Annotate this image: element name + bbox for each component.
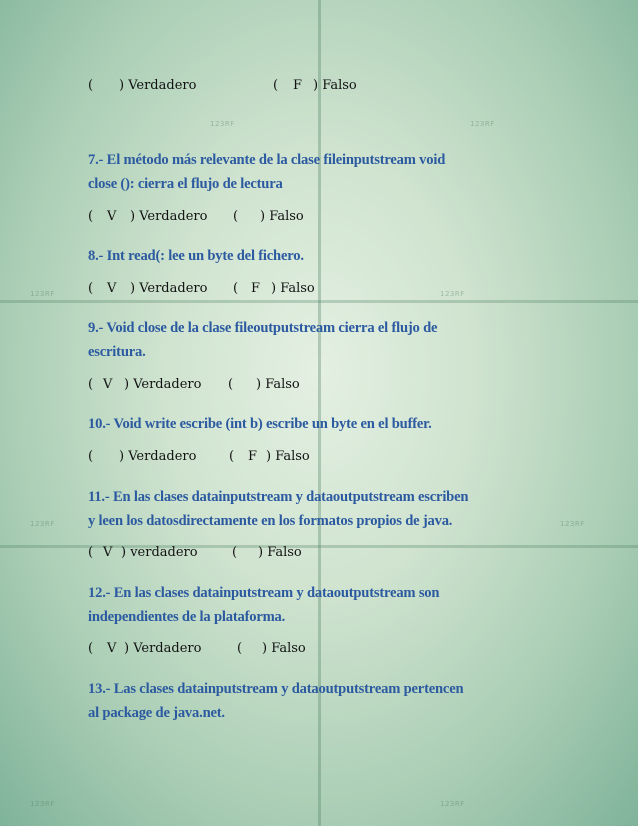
open-paren: (: [232, 545, 238, 560]
paper-fold: [0, 300, 638, 303]
open-paren: (: [88, 209, 94, 224]
true-mark: V: [103, 377, 113, 392]
question-7: [88, 148, 445, 196]
true-label: ) Verdadero: [119, 78, 197, 93]
open-paren: (: [88, 78, 94, 93]
false-label: ) Falso: [256, 377, 300, 392]
open-paren: (: [273, 78, 279, 93]
question-11: [88, 485, 468, 533]
true-mark: V: [107, 281, 117, 296]
question-text: al package de java.net.: [88, 705, 225, 721]
true-label: ) Verdadero: [124, 377, 202, 392]
true-label: ) Verdadero: [124, 641, 202, 656]
watermark: 123RF: [440, 290, 465, 298]
question-text: 9.- Void close de la clase fileoutputstream cierra el flujo de: [88, 320, 438, 336]
question-9: [88, 316, 437, 364]
question-text: 7.- El método más relevante de la clase fileinputstream void: [88, 152, 446, 168]
false-mark: F: [293, 78, 303, 93]
true-label: ) Verdadero: [130, 281, 208, 296]
watermark: 123RF: [30, 290, 55, 298]
false-label: ) Falso: [258, 545, 302, 560]
open-paren: (: [228, 377, 234, 392]
false-label: ) Falso: [260, 209, 304, 224]
watermark: 123RF: [560, 520, 585, 528]
open-paren: (: [88, 449, 94, 464]
true-label: ) Verdadero: [119, 449, 197, 464]
paper-fold: [0, 545, 638, 548]
false-label: ) Falso: [313, 78, 357, 93]
question-12: [88, 581, 439, 629]
false-mark: F: [248, 449, 258, 464]
true-mark: V: [107, 641, 117, 656]
open-paren: (: [229, 449, 235, 464]
question-text: 13.- Las clases datainputstream y dataoutputstream pertencen: [88, 681, 464, 697]
false-label: ) Falso: [262, 641, 306, 656]
open-paren: (: [88, 545, 94, 560]
open-paren: (: [233, 209, 239, 224]
question-text: 10.- Void write escribe (int b) escribe un byte en el buffer.: [88, 416, 432, 432]
open-paren: (: [237, 641, 243, 656]
false-label: ) Falso: [271, 281, 315, 296]
question-text: 11.- En las clases datainputstream y dataoutputstream escriben: [88, 489, 469, 505]
question-text: escritura.: [88, 344, 146, 360]
question-13: [88, 677, 463, 725]
question-10: [88, 412, 432, 436]
question-text: close (): cierra el flujo de lectura: [88, 176, 283, 192]
question-text: 12.- En las clases datainputstream y dataoutputstream son: [88, 585, 440, 601]
question-8: [88, 244, 304, 268]
true-label: ) Verdadero: [130, 209, 208, 224]
false-label: ) Falso: [266, 449, 310, 464]
watermark: 123RF: [440, 800, 465, 808]
open-paren: (: [88, 641, 94, 656]
true-mark: V: [103, 545, 113, 560]
question-text: 8.- Int read(: lee un byte del fichero.: [88, 248, 304, 264]
true-label: ) verdadero: [121, 545, 198, 560]
watermark: 123RF: [30, 800, 55, 808]
open-paren: (: [88, 377, 94, 392]
watermark: 123RF: [30, 520, 55, 528]
open-paren: (: [88, 281, 94, 296]
open-paren: (: [233, 281, 239, 296]
watermark: 123RF: [470, 120, 495, 128]
question-text: y leen los datosdirectamente en los formatos propios de java.: [88, 513, 453, 529]
false-mark: F: [251, 281, 261, 296]
watermark: 123RF: [210, 120, 235, 128]
question-text: independientes de la plataforma.: [88, 609, 286, 625]
true-mark: V: [107, 209, 117, 224]
